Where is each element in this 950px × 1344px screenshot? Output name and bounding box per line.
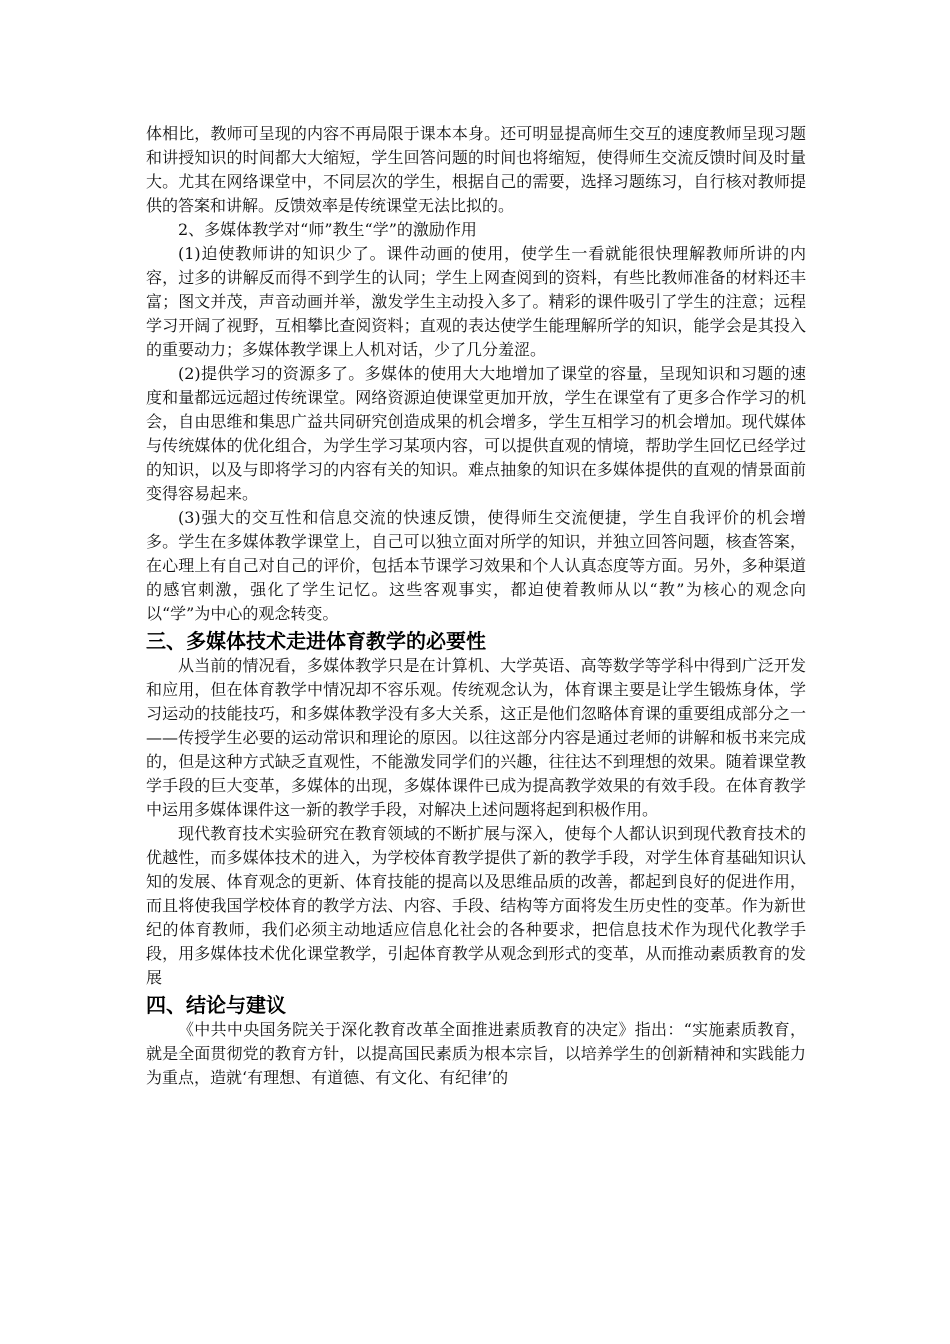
body-paragraph: 《中共中央国务院关于深化教育改革全面推进素质教育的决定》指出：“实施素质教育，就是全面贯彻党的教育方针，以提高国民素质为根本宗旨，以培养学生的创新精神和实践能力为重点，造就‘有理想、有道德、有文化、有纪律’的 [146,1020,806,1087]
subsection-heading: 2、多媒体教学对“师”教生“学”的激励作用 [178,220,477,239]
section-heading: 四、结论与建议 [146,993,286,1017]
body-paragraph: (3)强大的交互性和信息交流的快速反馈，使得师生交流便捷，学生自我评价的机会增多。学生在多媒体教学课堂上，自己可以独立面对所学的知识，并独立回答问题，核查答案，在心理上有自己对自己的评价，包括本节课学习效果和个人认真态度等方面。另外，多种渠道的感官刺激，强化了学生记忆。这些客观事实，都迫使着教师从以“教”为核心的观念向以“学”为中心的观念转变。 [146,508,806,623]
body-paragraph: 从当前的情况看，多媒体教学只是在计算机、大学英语、高等数学等学科中得到广泛开发和应用，但在体育教学中情况却不容乐观。传统观念认为，体育课主要是让学生锻炼身体，学习运动的技能技巧，和多媒体教学没有多大关系，这正是他们忽略体育课的重要组成部分之一——传授学生必要的运动常识和理论的原因。以往这部分内容是通过老师的讲解和板书来完成的，但是这种方式缺乏直观性，不能激发同学们的兴趣，往往达不到理想的效果。随着课堂教学手段的巨大变革，多媒体的出现，多媒体课件已成为提高教学效果的有效手段。在体育教学中运用多媒体课件这一新的教学手段，对解决上述问题将起到积极作用。 [146,656,806,819]
body-paragraph: 现代教育技术实验研究在教育领域的不断扩展与深入，使每个人都认识到现代教育技术的优越性，而多媒体技术的进入，为学校体育教学提供了新的教学手段，对学生体育基础知识认知的发展、体育观念的更新、体育技能的提高以及思维品质的改善，都起到良好的促进作用，而且将使我国学校体育的教学方法、内容、手段、结构等方面将发生历史性的变革。作为新世纪的体育教师，我们必须主动地适应信息化社会的各种要求，把信息技术作为现代化教学手段，用多媒体技术优化课堂教学，引起体育教学从观念到形式的变革，从而推动素质教育的发展 [146,824,806,987]
body-paragraph: 体相比，教师可呈现的内容不再局限于课本本身。还可明显提高师生交互的速度教师呈现习题和讲授知识的时间都大大缩短，学生回答问题的时间也将缩短，使得师生交流反馈时间及时量大。尤其在网络课堂中，不同层次的学生，根据自己的需要，选择习题练习，自行核对教师提供的答案和讲解。反馈效率是传统课堂无法比拟的。 [146,124,806,215]
body-paragraph: (2)提供学习的资源多了。多媒体的使用大大地增加了课堂的容量，呈现知识和习题的速度和量都远远超过传统课堂。网络资源迫使课堂更加开放，学生在课堂有了更多合作学习的机会，自由思维和集思广益共同研究创造成果的机会增多，学生互相学习的机会增加。现代媒体与传统媒体的优化组合，为学生学习某项内容，可以提供直观的情境，帮助学生回忆已经学过的知识，以及与即将学习的内容有关的知识。难点抽象的知识在多媒体提供的直观的情景面前变得容易起来。 [146,364,806,503]
section-heading: 三、多媒体技术走进体育教学的必要性 [146,629,486,653]
body-paragraph: (1)迫使教师讲的知识少了。课件动画的使用，使学生一看就能很快理解教师所讲的内容，过多的讲解反而得不到学生的认同；学生上网查阅到的资料，有些比教师准备的材料还丰富；图文并茂，声音动画并举，激发学生主动投入多了。精彩的课件吸引了学生的注意；远程学习开阔了视野，互相攀比查阅资料；直观的表达使学生能理解所学的知识，能学会是其投入的重要动力；多媒体教学课上人机对话，少了几分羞涩。 [146,244,806,359]
document-page [146,122,806,1090]
